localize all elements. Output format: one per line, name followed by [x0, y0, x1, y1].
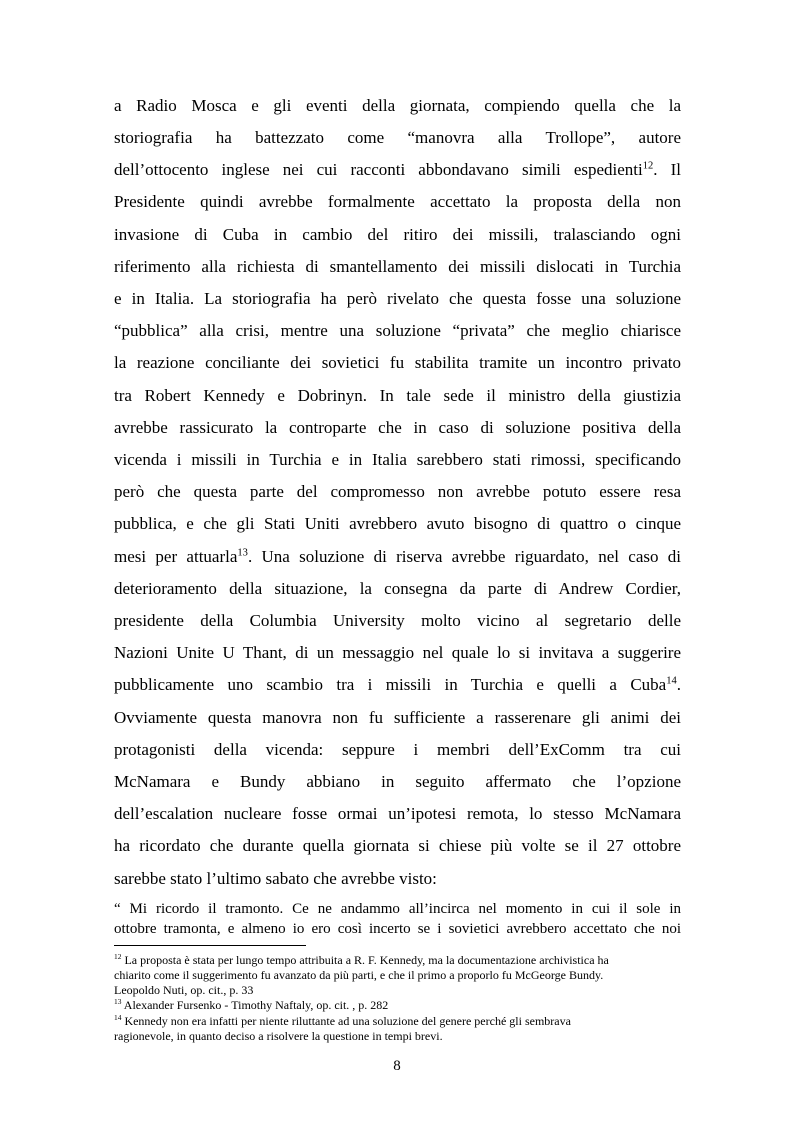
body-line: vicenda i missili in Turchia e in Italia sarebbero stati rimossi, specificando — [114, 450, 681, 469]
body-line: ha ricordato che durante quella giornata si chiese più volte se il 27 ottobre — [114, 836, 681, 855]
body-line: avrebbe rassicurato la controparte che in caso di soluzione positiva della — [114, 418, 681, 437]
footnote-12-cont: Leopoldo Nuti, op. cit., p. 33 — [114, 983, 254, 997]
body-line: Ovviamente questa manovra non fu sufficiente a rasserenare gli animi dei — [114, 708, 681, 727]
body-line: pubblica, e che gli Stati Uniti avrebbero avuto bisogno di quattro o cinque — [114, 514, 681, 533]
footnote-12: $^{12}$ La proposta è stata per lungo tempo attribuita a R. F. Kennedy, ma la documentazione archivistica ha — [114, 952, 609, 967]
body-line: pubblicamente uno scambio tra i missili in Turchia e quelli a Cuba$^{14}$. — [114, 675, 681, 694]
footnote-14: $^{14}$ Kennedy non era infatti per niente riluttante ad una soluzione del genere perché gli sembrava — [114, 1013, 571, 1028]
body-line: protagonisti della vicenda: seppure i membri dell’ExComm tra cui — [114, 740, 681, 759]
body-line: la reazione conciliante dei sovietici fu stabilita tramite un incontro privato — [114, 353, 681, 372]
block-quote-line: ottobre tramonta, e almeno io ero così incerto se i sovietici avrebbero accettato che noi — [114, 921, 681, 937]
body-line: Nazioni Unite U Thant, di un messaggio nel quale lo si invitava a suggerire — [114, 643, 681, 662]
body-line: deterioramento della situazione, la consegna da parte di Andrew Cordier, — [114, 579, 681, 598]
body-line: Presidente quindi avrebbe formalmente accettato la proposta della non — [114, 192, 681, 211]
footnote-14-cont: ragionevole, in quanto deciso a risolvere la questione in tempi brevi. — [114, 1029, 443, 1043]
footnote-ref-13[interactable]: 13 — [237, 547, 248, 559]
body-line: storiografia ha battezzato come “manovra alla Trollope”, autore — [114, 128, 681, 147]
body-line: e in Italia. La storiografia ha però rivelato che questa fosse una soluzione — [114, 289, 681, 308]
body-line: invasione di Cuba in cambio del ritiro dei missili, tralasciando ogni — [114, 225, 681, 244]
body-line: presidente della Columbia University molto vicino al segretario delle — [114, 611, 681, 630]
body-line: mesi per attuarla$^{13}$. Una soluzione di riserva avrebbe riguardato, nel caso di — [114, 547, 682, 566]
body-line: però che questa parte del compromesso non avrebbe potuto essere resa — [114, 482, 681, 501]
footnote-ref-12[interactable]: 12 — [642, 160, 654, 172]
footnote-13: $^{13}$ Alexander Fursenko - Timothy Naftaly, op. cit. , p. 282 — [114, 997, 389, 1012]
block-quote-line: “ Mi ricordo il tramonto. Ce ne andammo all’incirca nel momento in cui il sole in — [114, 901, 681, 917]
body-line: dell’escalation nucleare fosse ormai un’ipotesi remota, lo stesso McNamara — [114, 804, 681, 823]
page-number: 8 — [393, 1058, 401, 1074]
body-line: tra Robert Kennedy e Dobrinyn. In tale sede il ministro della giustizia — [114, 386, 681, 405]
body-line: “pubblica” alla crisi, mentre una soluzione “privata” che meglio chiarisce — [114, 321, 681, 340]
body-line: sarebbe stato l’ultimo sabato che avrebbe visto: — [114, 869, 437, 888]
footnote-separator — [114, 945, 306, 946]
body-line: a Radio Mosca e gli eventi della giornata, compiendo quella che la — [114, 96, 681, 115]
footnote-ref-14[interactable]: 14 — [666, 675, 677, 687]
footnote-12-cont: chiarito come il suggerimento fu avanzato da più parti, e che il primo a proporlo fu McGeorge Bundy. — [114, 968, 604, 982]
body-line: dell’ottocento inglese nei cui racconti abbondavano simili espedienti$^{12}$. Il — [114, 160, 682, 179]
body-line: riferimento alla richiesta di smantellamento dei missili dislocati in Turchia — [114, 257, 681, 276]
body-line: McNamara e Bundy abbiano in seguito affermato che l’opzione — [114, 772, 681, 791]
